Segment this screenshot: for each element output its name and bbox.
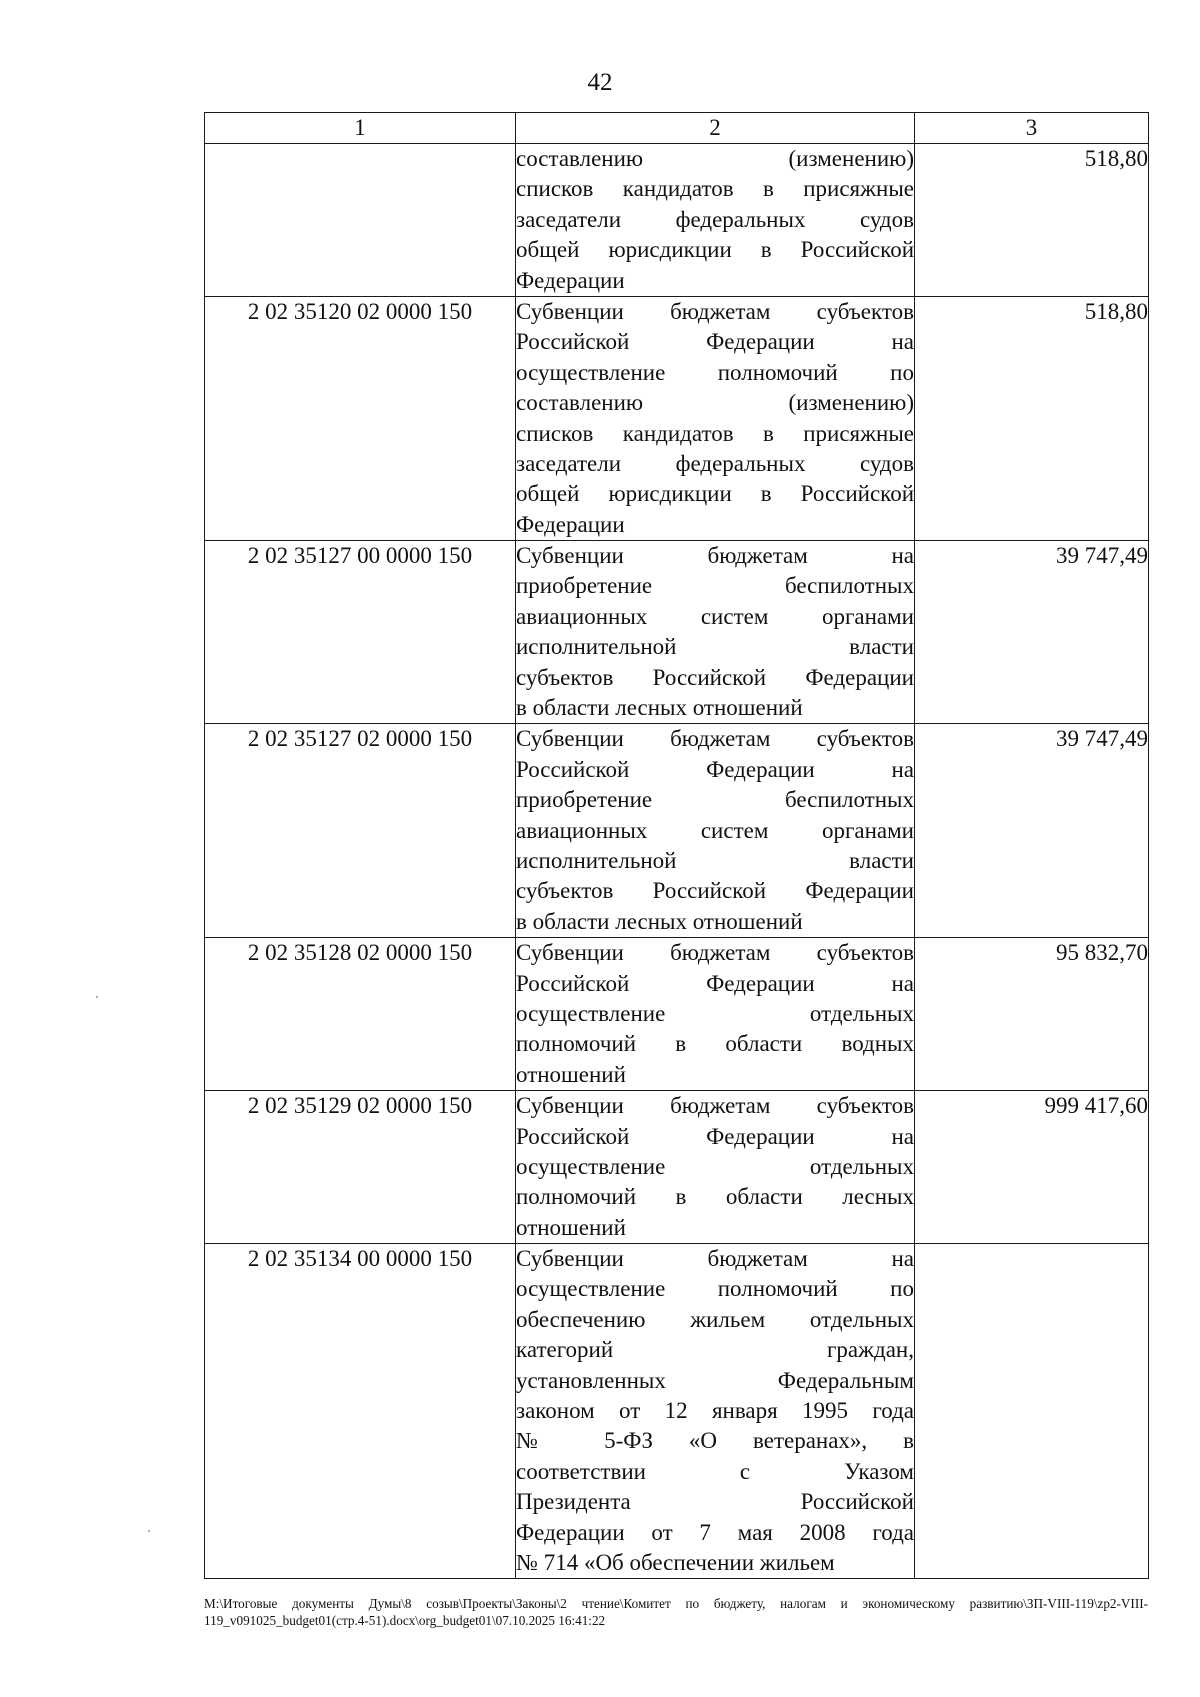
column-header-2: 2 [516,113,915,144]
income-name-line: отношений [516,1214,626,1240]
table-row [205,1244,1149,1579]
income-name-line: составлению (изменению) [516,146,914,171]
income-code-cell: 2 02 35134 00 0000 150 [205,1244,516,1579]
column-header-1: 1 [205,113,516,144]
income-name-line: осуществление полномочий по [516,1276,914,1302]
income-name-cell [516,1244,915,1579]
income-name-line: списков кандидатов в присяжные [516,176,914,202]
income-name-line: заседатели федеральных судов [516,206,914,232]
amount-cell: 95 832,70 [915,938,1149,1091]
income-name-line: Субвенции бюджетам на [516,543,914,569]
income-name-line: отношений [516,1061,626,1087]
income-code-cell: 2 02 35129 02 0000 150 [205,1091,516,1244]
table-row [205,144,1149,297]
column-header-3: 3 [915,113,1149,144]
income-name-line: составлению (изменению) [516,390,914,416]
income-name-line: Российской Федерации на [516,329,914,355]
income-code-cell: 2 02 35127 00 0000 150 [205,541,516,724]
income-name-line: № 5-ФЗ «О ветеранах», в [516,1428,914,1454]
income-name-line: Федерации [516,267,625,293]
income-name-cell [516,144,915,297]
document-footer [204,1595,1148,1629]
income-name-line: исполнительной власти [516,634,914,660]
income-name-line: законом от 12 января 1995 года [516,1398,914,1424]
footer-file-path-continued: 119_v091025_budget01(стр.4-51).docx\org_budget01\07.10.2025 16:41:22 [204,1613,606,1628]
income-name-line: соответствии с Указом [516,1458,914,1484]
table-row [205,296,1149,540]
income-name-line: Президента Российской [516,1489,914,1515]
income-name-line: списков кандидатов в присяжные [516,420,914,446]
income-name-cell [516,724,915,938]
income-name-line: Субвенции бюджетам субъектов [516,298,914,324]
income-name-line: Российской Федерации на [516,756,914,782]
amount-cell: 518,80 [915,144,1149,297]
table-body [205,144,1149,1579]
income-name-line: приобретение беспилотных [516,573,914,599]
income-name-line: полномочий в области водных [516,1031,914,1057]
income-name-line: осуществление отдельных [516,1000,914,1026]
income-name-line: Российской Федерации на [516,970,914,996]
income-name-line: осуществление отдельных [516,1153,914,1179]
income-name-line: Федерации [516,511,625,537]
income-code-cell [205,144,516,297]
income-name-line: Субвенции бюджетам на [516,1246,914,1272]
income-name-line: заседатели федеральных судов [516,450,914,476]
income-code-cell: 2 02 35120 02 0000 150 [205,296,516,540]
table-header-row [205,113,1149,144]
amount-cell: 39 747,49 [915,541,1149,724]
amount-cell [915,1244,1149,1579]
income-name-line: в области лесных отношений [516,908,803,934]
footer-file-path: M:\Итоговые документы Думы\8 созыв\Проекты\Законы\2 чтение\Комитет по бюджету, налогам и экономическому развитию\ЗП-VIII-119\zp2-VIII- [204,1596,1148,1611]
page-number: 42 [587,69,613,96]
income-name-line: авиационных систем органами [516,603,914,629]
income-name-line: установленных Федеральным [516,1367,914,1393]
income-name-line: обеспечению жильем отдельных [516,1306,914,1332]
income-name-line: № 714 «Об обеспечении жильем [516,1549,835,1575]
income-code-cell: 2 02 35127 02 0000 150 [205,724,516,938]
income-name-line: полномочий в области лесных [516,1184,914,1210]
amount-cell: 518,80 [915,296,1149,540]
income-name-line: приобретение беспилотных [516,787,914,813]
income-name-line: субъектов Российской Федерации [516,664,914,690]
amount-cell: 999 417,60 [915,1091,1149,1244]
income-name-cell [516,541,915,724]
income-name-cell [516,296,915,540]
income-name-line: Федерации от 7 мая 2008 года [516,1519,914,1545]
income-name-line: общей юрисдикции в Российской [516,237,914,263]
income-name-line: Российской Федерации на [516,1123,914,1149]
table-row [205,938,1149,1091]
income-name-line: Субвенции бюджетам субъектов [516,726,914,752]
income-name-line: Субвенции бюджетам субъектов [516,940,914,966]
income-code-cell: 2 02 35128 02 0000 150 [205,938,516,1091]
income-name-line: в области лесных отношений [516,695,803,721]
table-row [205,724,1149,938]
income-name-line: авиационных систем органами [516,817,914,843]
table-row [205,541,1149,724]
table-header [205,113,1149,144]
income-name-line: категорий граждан, [516,1337,914,1363]
budget-table [204,112,1149,1579]
income-name-cell [516,938,915,1091]
scan-speck [148,1530,150,1532]
income-name-cell [516,1091,915,1244]
income-name-line: общей юрисдикции в Российской [516,481,914,507]
income-name-line: Субвенции бюджетам субъектов [516,1093,914,1119]
income-name-line: исполнительной власти [516,847,914,873]
income-name-line: осуществление полномочий по [516,359,914,385]
amount-cell: 39 747,49 [915,724,1149,938]
income-name-line: субъектов Российской Федерации [516,878,914,904]
table-row [205,1091,1149,1244]
scan-speck [96,996,98,998]
